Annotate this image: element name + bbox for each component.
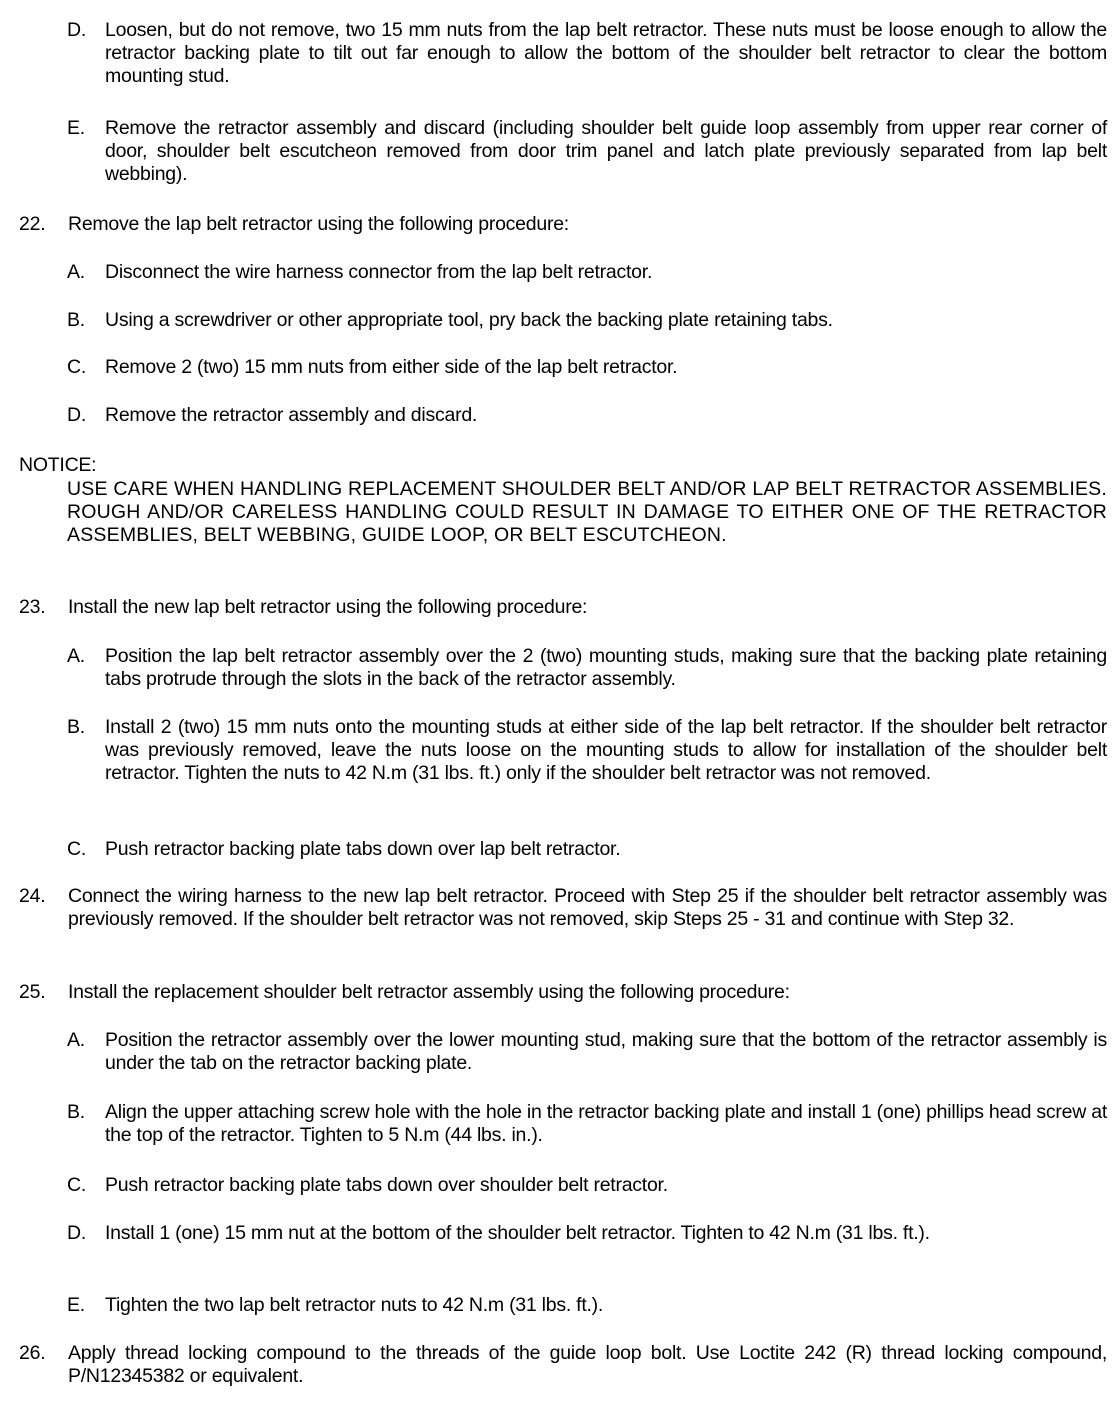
substep-d	[67, 1222, 1107, 1245]
substep-label: D.	[67, 404, 86, 426]
step-number: 26.	[19, 1342, 46, 1364]
substep-b	[67, 309, 1107, 332]
substep-d	[67, 19, 1107, 88]
step-text: Install the new lap belt retractor using the following procedure:	[68, 596, 588, 618]
substep-label: A.	[67, 1029, 85, 1051]
substep-b	[67, 1101, 1107, 1147]
step-text: Install the replacement shoulder belt retractor assembly using the following procedure:	[68, 981, 790, 1003]
substep-label: C.	[67, 1174, 86, 1196]
substep-text: Push retractor backing plate tabs down over shoulder belt retractor.	[105, 1174, 668, 1196]
substep-label: B.	[67, 716, 85, 738]
step-number: 24.	[19, 885, 46, 907]
substep-text: Position the retractor assembly over the lower mounting stud, making sure that the bottom of the retractor assembly is under the tab on the retractor backing plate.	[105, 1029, 1107, 1074]
substep-text: Remove 2 (two) 15 mm nuts from either side of the lap belt retractor.	[105, 356, 678, 378]
substep-text: Remove the retractor assembly and discard.	[105, 404, 478, 426]
substep-a	[67, 645, 1107, 691]
step-26	[19, 1342, 1107, 1388]
substep-c	[67, 838, 1107, 861]
step-text: Apply thread locking compound to the threads of the guide loop bolt. Use Loctite 242 (R) thread locking compound, P/N12345382 or equivalent.	[68, 1342, 1107, 1387]
notice-text: USE CARE WHEN HANDLING REPLACEMENT SHOULDER BELT AND/OR LAP BELT RETRACTOR ASSEMBLIES. ROUGH AND/OR CARELESS HANDLING COULD RESULT IN DAMAGE TO EITHER ONE OF THE RETRACTOR ASSEMBLIES, BELT WEBBING, GUIDE LOOP, OR BELT ESCUTCHEON.	[67, 478, 1107, 546]
substep-c	[67, 356, 1107, 379]
substep-label: A.	[67, 645, 85, 667]
substep-e	[67, 117, 1107, 186]
step-24	[19, 885, 1107, 931]
substep-text: Using a screwdriver or other appropriate tool, pry back the backing plate retaining tabs.	[105, 309, 833, 331]
substep-text: Align the upper attaching screw hole with the hole in the retractor backing plate and install 1 (one) phillips head screw at the top of the retractor. Tighten to 5 N.m (44 lbs. in.).	[105, 1101, 1108, 1146]
step-number: 25.	[19, 981, 46, 1003]
substep-label: D.	[67, 19, 86, 41]
substep-c	[67, 1174, 1107, 1197]
substep-text: Push retractor backing plate tabs down over lap belt retractor.	[105, 838, 621, 860]
substep-label: B.	[67, 1101, 85, 1123]
substep-e	[67, 1294, 1107, 1317]
step-text: Connect the wiring harness to the new lap belt retractor. Proceed with Step 25 if the shoulder belt retractor assembly was previously removed. If the shoulder belt retractor was not removed, skip Steps 25 - 31 and continue with Step 32.	[68, 885, 1107, 930]
substep-label: D.	[67, 1222, 86, 1244]
substep-a	[67, 261, 1107, 284]
step-25	[19, 981, 1107, 1004]
step-text: Remove the lap belt retractor using the following procedure:	[68, 213, 569, 235]
substep-label: E.	[67, 1294, 85, 1316]
substep-d	[67, 404, 1107, 427]
step-number: 23.	[19, 596, 46, 618]
substep-label: A.	[67, 261, 85, 283]
step-number: 22.	[19, 213, 46, 235]
substep-label: C.	[67, 838, 86, 860]
step-23	[19, 596, 1107, 619]
substep-label: C.	[67, 356, 86, 378]
substep-label: B.	[67, 309, 85, 331]
substep-text: Position the lap belt retractor assembly over the 2 (two) mounting studs, making sure that the backing plate retaining tabs protrude through the slots in the back of the retractor assembly.	[105, 645, 1107, 690]
substep-text: Install 1 (one) 15 mm nut at the bottom of the shoulder belt retractor. Tighten to 42 N.m (31 lbs. ft.).	[105, 1222, 930, 1244]
substep-a	[67, 1029, 1107, 1075]
substep-text: Tighten the two lap belt retractor nuts to 42 N.m (31 lbs. ft.).	[105, 1294, 604, 1316]
substep-text: Install 2 (two) 15 mm nuts onto the mounting studs at either side of the lap belt retractor. If the shoulder belt retractor was previously removed, leave the nuts loose on the mounting studs to allow for installation of the shoulder belt retractor. Tighten the nuts to 42 N.m (31 lbs. ft.) only if the shoulder belt retractor was not removed.	[105, 716, 1107, 784]
step-22	[19, 213, 1107, 236]
substep-b	[67, 716, 1107, 785]
substep-text: Remove the retractor assembly and discard (including shoulder belt guide loop assembly from upper rear corner of door, shoulder belt escutcheon removed from door trim panel and latch plate previously separated from lap belt webbing).	[105, 117, 1107, 185]
substep-text: Disconnect the wire harness connector from the lap belt retractor.	[105, 261, 653, 283]
substep-label: E.	[67, 117, 85, 139]
notice-label: NOTICE:	[19, 454, 97, 476]
substep-text: Loosen, but do not remove, two 15 mm nuts from the lap belt retractor. These nuts must be loose enough to allow the retractor backing plate to tilt out far enough to allow the bottom of the shoulder belt retractor to clear the bottom mounting stud.	[105, 19, 1107, 87]
